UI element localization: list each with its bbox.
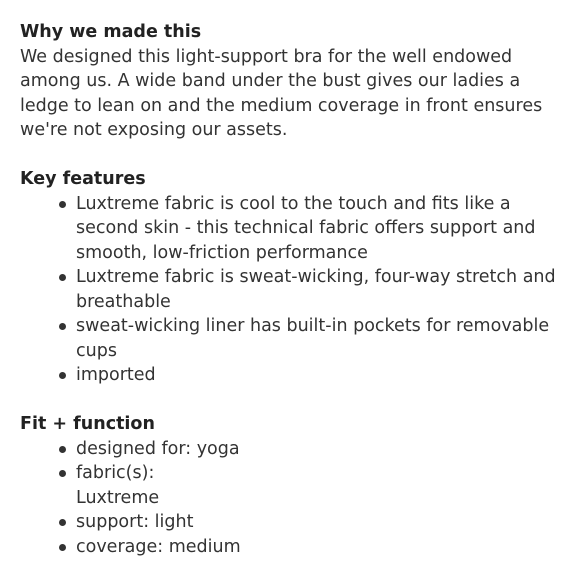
list-item: support: light	[76, 510, 568, 535]
key-features-list	[20, 192, 568, 388]
list-item: coverage: medium	[76, 535, 568, 560]
section-spacer	[20, 143, 568, 168]
list-item	[76, 461, 568, 510]
product-description	[20, 20, 568, 559]
section-spacer	[20, 388, 568, 413]
key-features-heading: Key features	[20, 169, 146, 189]
list-item: sweat-wicking liner has built-in pockets for removable cups	[76, 314, 568, 363]
list-item: Luxtreme fabric is cool to the touch and fits like a second skin - this technical fabric offers support and smooth, low-friction performance	[76, 192, 568, 266]
fit-function-list	[20, 437, 568, 560]
fabric-label: fabric(s):	[76, 463, 155, 483]
fit-function-heading: Fit + function	[20, 414, 155, 434]
list-item: imported	[76, 363, 568, 388]
list-item: Luxtreme fabric is sweat-wicking, four-way stretch and breathable	[76, 265, 568, 314]
fabric-value: Luxtreme	[76, 487, 160, 508]
why-we-made-this-text: We designed this light-support bra for the well endowed among us. A wide band under the bust gives our ladies a ledge to lean on and the medium coverage in front ensures we're not exposing our assets.	[20, 46, 543, 140]
list-item: designed for: yoga	[76, 437, 568, 462]
why-we-made-this-heading: Why we made this	[20, 22, 202, 42]
